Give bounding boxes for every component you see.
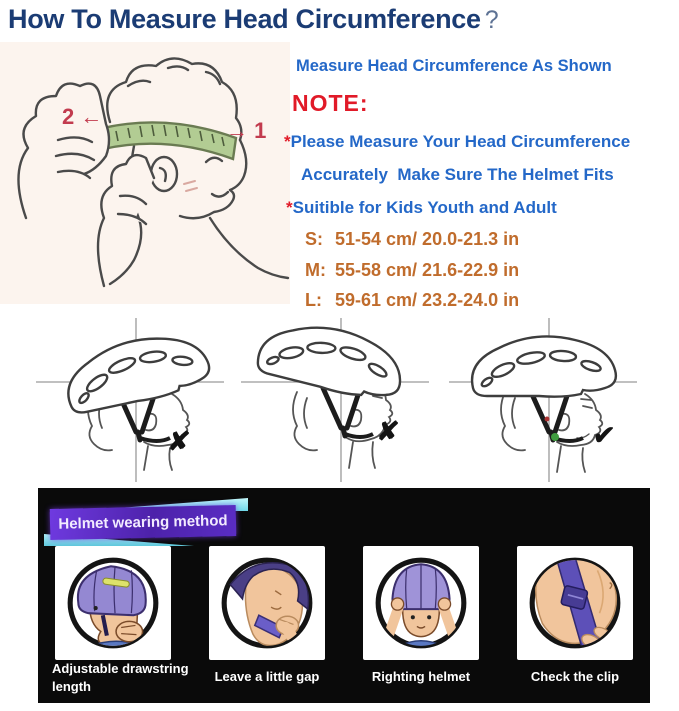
step-tile-gap [209,546,325,660]
asterisk-icon: * [284,132,291,151]
step-tile-clip [517,546,633,660]
size-row-small [305,229,519,250]
page-title-text: How To Measure Head Circumference [8,4,481,34]
step-tile-drawstring [55,546,171,660]
asterisk-icon: * [286,198,293,217]
note-line-1-text: Please Measure Your Head Circumference [290,132,631,151]
note-line-1 [284,132,630,152]
size-label: M: [305,260,326,280]
righting-helmet-illustration [370,552,472,654]
size-value: 59-61 cm/ 23.2-24.0 in [335,290,520,310]
size-label: L: [305,290,322,310]
page-title-question-mark: ? [484,6,499,34]
helmet-fit-drawing [235,316,435,486]
fit-diagram-too-forward [30,316,230,486]
note-line-3 [286,198,557,218]
size-value: 51-54 cm/ 20.0-21.3 in [335,229,520,249]
size-label: S: [305,229,323,249]
correct-mark: ✔ [591,420,617,450]
chin-gap-illustration [216,552,318,654]
size-value: 55-58 cm/ 21.6-22.9 in [335,260,520,280]
child-head-tape-drawing [0,42,292,308]
wrong-mark: ✘ [166,426,192,456]
wearing-method-banner [38,488,650,703]
size-row-large [305,290,519,311]
wrong-mark: ✘ [375,416,401,446]
step-tile-righting [363,546,479,660]
tape-end-label-1: → 1 [226,118,267,143]
fit-diagram-correct [443,316,643,486]
note-line-2: Accurately Make Sure The Helmet Fits [301,165,614,184]
measuring-illustration [0,42,292,308]
green-clip-dot [551,433,559,441]
step-caption-gap: Leave a little gap [214,669,320,684]
check-clip-illustration [524,552,626,654]
page-title [8,4,498,35]
tape-end-label-2: 2 ← [62,104,103,129]
helmet-fit-drawing [30,316,230,486]
banner-badge [46,498,248,546]
helmet-fit-drawing [443,316,643,486]
note-line-3-text: Suitible for Kids Youth and Adult [292,198,557,217]
badge-label: Helmet wearing method [50,505,237,540]
drawstring-illustration [62,552,164,654]
size-row-medium [305,260,519,281]
heading-measure-as-shown: Measure Head Circumference As Shown [296,57,612,75]
fit-diagram-tilted-back [235,316,435,486]
note-label: NOTE: [292,90,369,116]
step-caption-righting: Righting helmet [371,669,471,684]
step-caption-drawstring: Adjustable drawstring length [52,661,189,695]
step-caption-clip: Check the clip [530,669,620,684]
